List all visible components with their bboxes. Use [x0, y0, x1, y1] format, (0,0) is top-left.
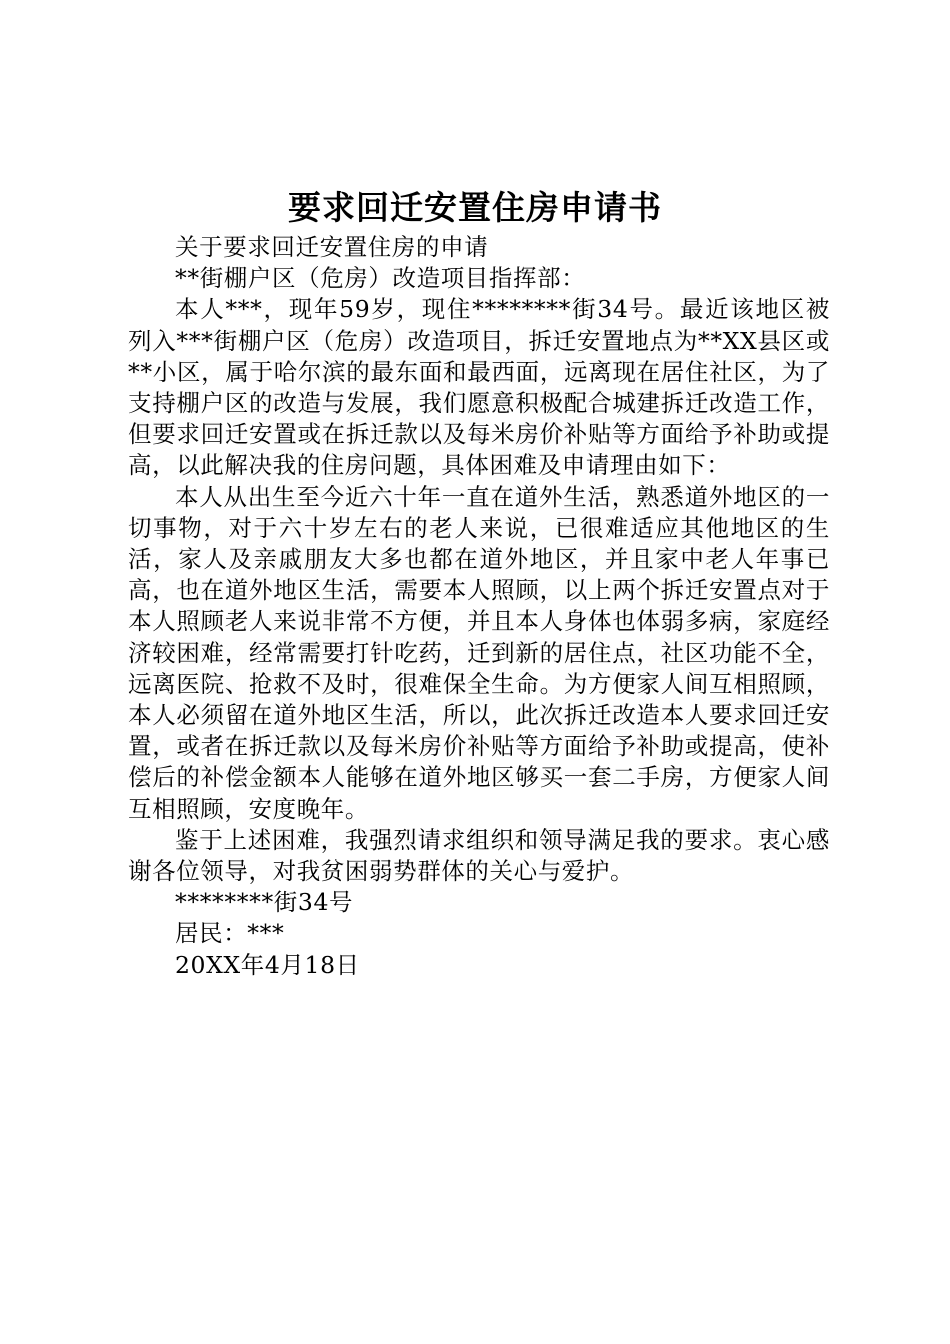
signature-date: 20XX年4月18日: [175, 950, 360, 979]
document-body: [128, 232, 830, 981]
addressee-line: **街棚户区（危房）改造项目指挥部：: [175, 264, 586, 293]
heading-line: 关于要求回迁安置住房的申请: [175, 233, 489, 261]
body-paragraph-2: 本人从出生至今近六十年一直在道外生活，熟悉道外地区的一切事物，对于六十岁左右的老人来说，已很难适应其他地区的生活，家人及亲戚朋友大多也都在道外地区，并且家中老人年事已高，也在道外地区生活，需要本人照顾，以上两个拆迁安置点对于本人照顾老人来说非常不方便，并且本人身体也体弱多病，家庭经济较困难，经常需要打针吃药，迁到新的居住点，社区功能不全，远离医院、抢救不及时，很难保全生命。为方便家人间互相照顾，本人必须留在道外地区生活，所以，此次拆迁改造本人要求回迁安置，或者在拆迁款以及每米房价补贴等方面给予补助或提高，使补偿后的补偿金额本人能够在道外地区够买一套二手房，方便家人间互相照顾，安度晚年。: [128, 482, 830, 823]
body-paragraph-3: 鉴于上述困难，我强烈请求组织和领导满足我的要求。衷心感谢各位领导，对我贫困弱势群体的关心与爱护。: [128, 825, 830, 886]
document-title: 要求回迁安置住房申请书: [288, 188, 662, 227]
signature-resident: 居民：***: [175, 919, 285, 948]
body-paragraph-1: 本人***，现年59岁，现住********街34号。最近该地区被列入***街棚户区（危房）改造项目，拆迁安置地点为**XX县区或**小区，属于哈尔滨的最东面和最西面，远离现在居住社区，为了支持棚户区的改造与发展，我们愿意积极配合城建拆迁改造工作，但要求回迁安置或在拆迁款以及每米房价补贴等方面给予补助或提高，以此解决我的住房问题，具体困难及申请理由如下：: [128, 295, 830, 480]
signature-address: ********街34号: [175, 888, 354, 917]
